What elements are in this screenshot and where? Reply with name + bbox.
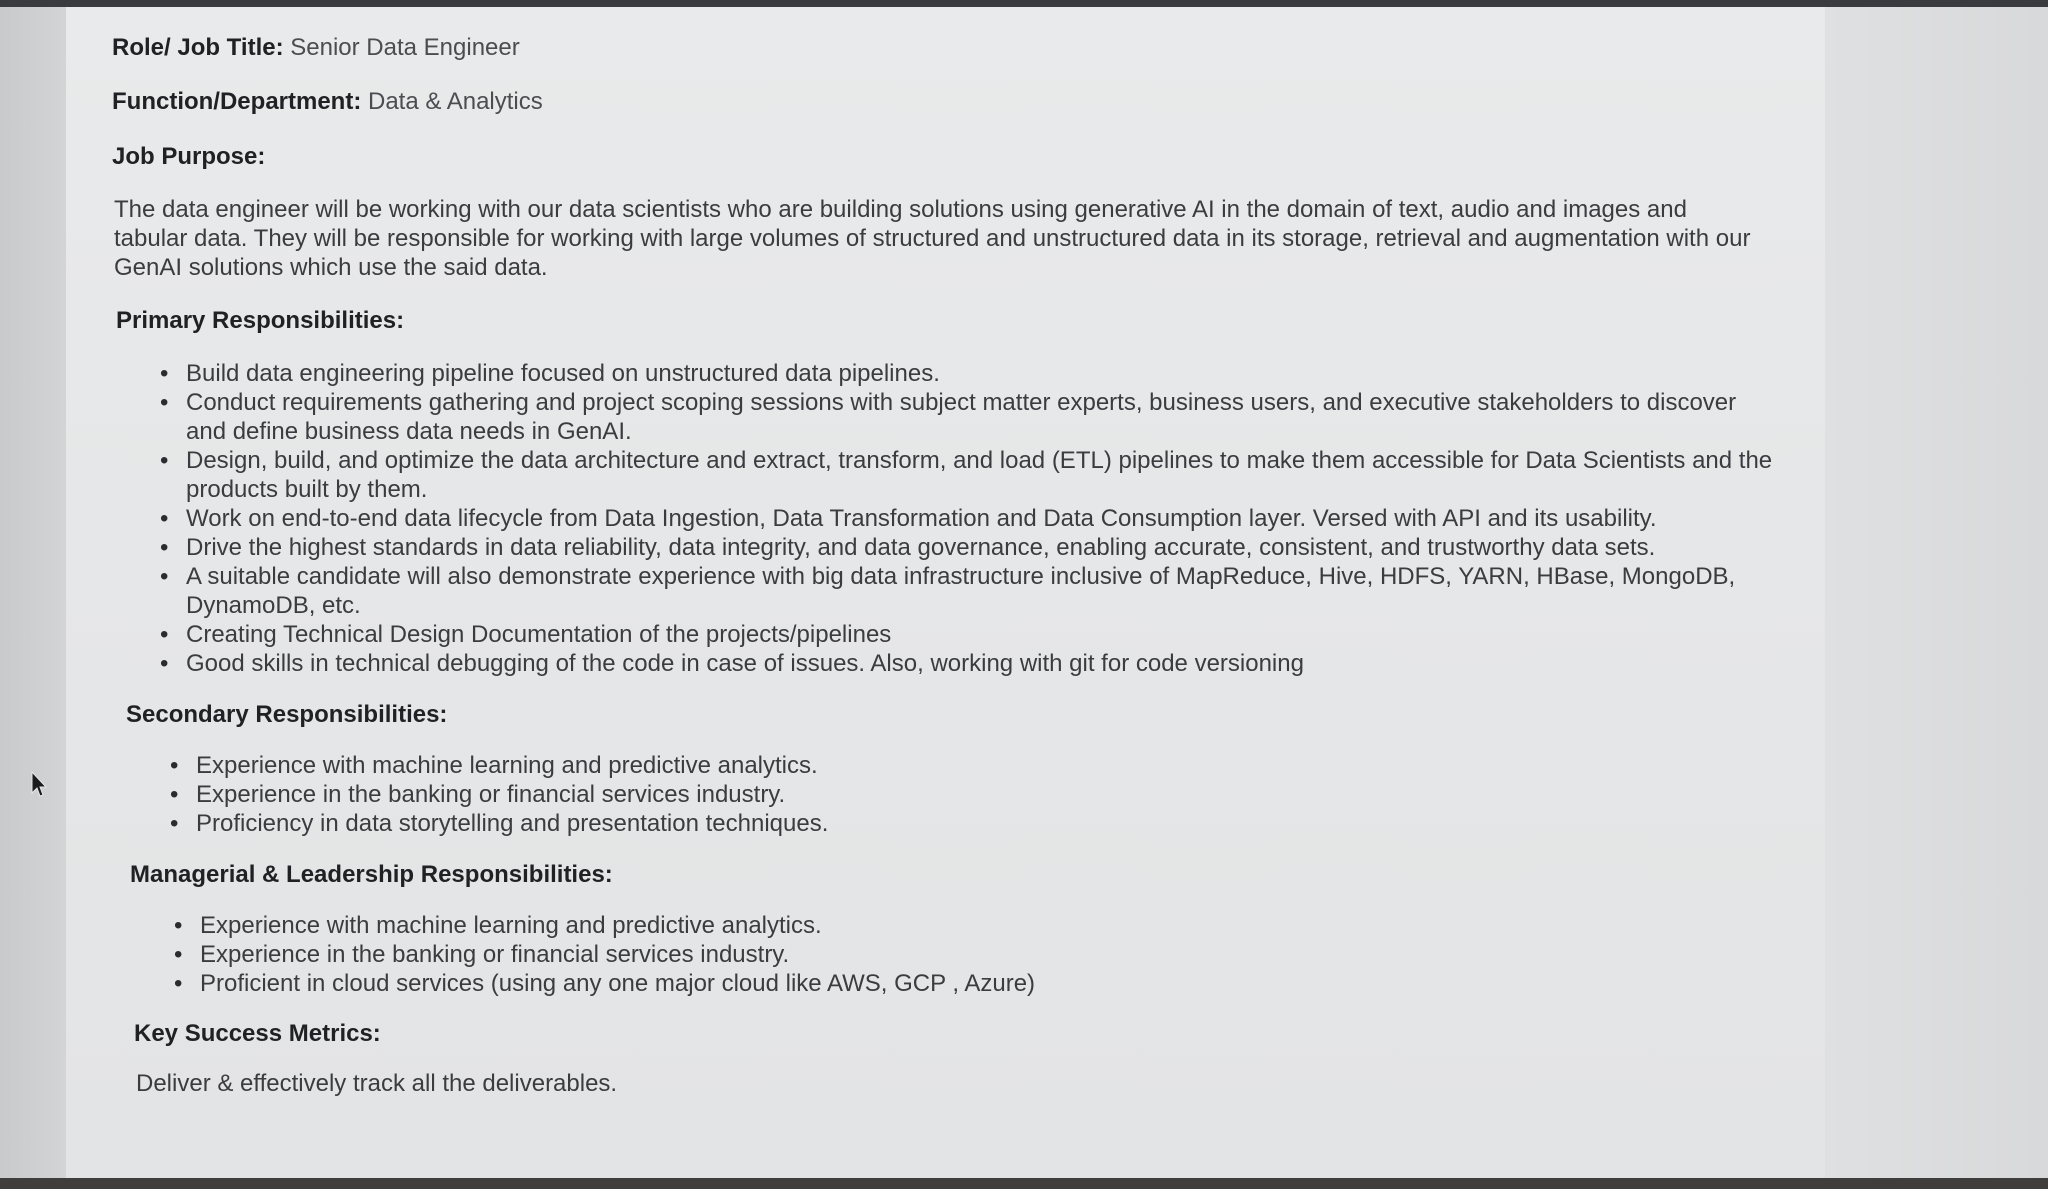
- list-item: • Experience with machine learning and predictive analytics.: [170, 751, 1792, 780]
- document-page: [66, 7, 1825, 1178]
- role-label: Role/ Job Title:: [112, 34, 284, 61]
- list-item: • Experience with machine learning and predictive analytics.: [174, 911, 1792, 940]
- primary-heading: Primary Responsibilities:: [116, 307, 405, 334]
- function-value: Data & Analytics: [368, 88, 543, 115]
- secondary-heading: Secondary Responsibilities:: [126, 701, 448, 728]
- list-item: • Proficiency in data storytelling and presentation techniques.: [170, 809, 1792, 838]
- list-item: • Experience in the banking or financial services industry.: [174, 940, 1792, 969]
- mouse-pointer-icon: [30, 771, 48, 799]
- list-item: • Design, build, and optimize the data architecture and extract, transform, and load (ETL) pipelines to make them accessible for Data Scientists and the products built by them.: [160, 446, 1780, 504]
- list-item: • Work on end-to-end data lifecycle from Data Ingestion, Data Transformation and Data Consumption layer. Versed with API and its usability.: [160, 504, 1780, 533]
- screen-bottom-edge: [0, 1178, 2048, 1189]
- screen-top-edge: [0, 0, 2048, 7]
- secondary-list: [170, 751, 1792, 838]
- managerial-heading: Managerial & Leadership Responsibilities:: [130, 861, 613, 888]
- primary-list: [160, 359, 1780, 678]
- list-item: • Good skills in technical debugging of the code in case of issues. Also, working with git for code versioning: [160, 649, 1780, 678]
- right-margin: [1825, 7, 2048, 1178]
- function-label: Function/Department:: [112, 88, 362, 115]
- job-purpose-heading: Job Purpose:: [112, 143, 266, 170]
- role-value: Senior Data Engineer: [290, 34, 520, 61]
- list-item: • A suitable candidate will also demonstrate experience with big data infrastructure inclusive of MapReduce, Hive, HDFS, YARN, HBase, MongoDB, DynamoDB, etc.: [160, 562, 1780, 620]
- list-item: • Conduct requirements gathering and project scoping sessions with subject matter experts, business users, and executive stakeholders to discover and define business data needs in GenAI.: [160, 388, 1780, 446]
- job-purpose-text: The data engineer will be working with our data scientists who are building solutions using generative AI in the domain of text, audio and images and tabular data. They will be responsible for working with large volumes of structured and unstructured data in its storage, retrieval and augmentation with our GenAI solutions which use the said data.: [114, 196, 1751, 281]
- metrics-text: Deliver & effectively track all the deliverables.: [136, 1070, 618, 1097]
- list-item: • Creating Technical Design Documentation of the projects/pipelines: [160, 620, 1780, 649]
- job-description: [112, 33, 1792, 1098]
- function-row: [112, 87, 1792, 116]
- list-item: • Drive the highest standards in data reliability, data integrity, and data governance, enabling accurate, consistent, and trustworthy data sets.: [160, 533, 1780, 562]
- list-item: • Experience in the banking or financial services industry.: [170, 780, 1792, 809]
- role-row: [112, 33, 1792, 62]
- left-gutter: [0, 7, 66, 1178]
- managerial-list: [174, 911, 1792, 998]
- list-item: • Proficient in cloud services (using any one major cloud like AWS, GCP , Azure): [174, 969, 1792, 998]
- metrics-heading: Key Success Metrics:: [134, 1020, 381, 1047]
- list-item: • Build data engineering pipeline focused on unstructured data pipelines.: [160, 359, 1780, 388]
